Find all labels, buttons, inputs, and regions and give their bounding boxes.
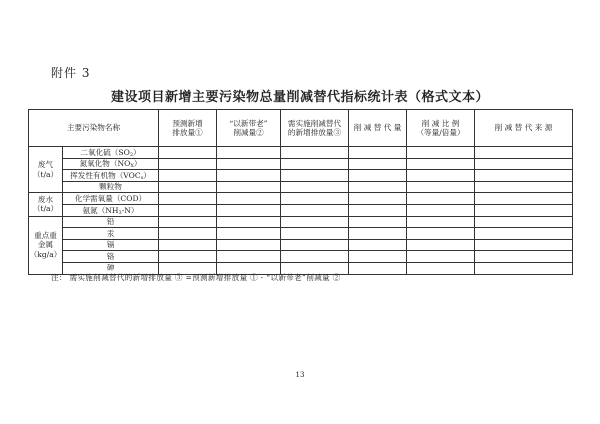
pollutant-table bbox=[28, 109, 573, 275]
source-cell bbox=[475, 262, 573, 274]
pollutant-name-suffix: ） bbox=[133, 147, 141, 157]
pollutant-name-suffix: ） bbox=[143, 170, 151, 180]
group-label-line: 废水 bbox=[37, 194, 54, 204]
pollutant-name: 铅 bbox=[106, 217, 115, 227]
source-cell bbox=[475, 216, 573, 228]
pollutant-name: 二氧化硫（SO bbox=[80, 147, 130, 157]
ratio-cell bbox=[407, 228, 475, 240]
group-label-cell bbox=[29, 193, 63, 216]
document-title: 建设项目新增主要污染物总量削减替代指标统计表（格式文本） bbox=[110, 90, 489, 105]
predicted-new-cell bbox=[159, 216, 217, 228]
header-actual-new-line2: 的新增排放量③ bbox=[287, 128, 342, 137]
header-old-reduction bbox=[217, 110, 281, 147]
header-ratio-line1: 削 减 比 例 bbox=[421, 118, 460, 128]
table-row bbox=[29, 147, 573, 159]
replace-amount-cell bbox=[349, 204, 407, 216]
pollutant-name: 颗粒物 bbox=[99, 182, 122, 192]
pollutant-name-suffix: ） bbox=[133, 159, 142, 169]
header-old-reduction-line1: “以新带老” bbox=[229, 118, 268, 128]
replace-amount-cell bbox=[349, 158, 407, 170]
ratio-cell bbox=[407, 193, 475, 205]
pollutant-name-cell bbox=[63, 147, 159, 159]
replace-amount-cell bbox=[349, 216, 407, 228]
pollutant-name: 挥发性有机物（VOC bbox=[70, 170, 141, 180]
pollutant-name: 化学需氧量（COD） bbox=[74, 193, 147, 203]
replace-amount-cell bbox=[349, 239, 407, 251]
header-source-text: 削 减 替 代 来 源 bbox=[494, 123, 553, 133]
predicted-new-cell bbox=[159, 193, 217, 205]
old-reduction-cell bbox=[217, 228, 281, 240]
ratio-cell bbox=[407, 251, 475, 263]
actual-new-cell bbox=[281, 147, 349, 159]
pollutant-name: 氮氧化物（NO bbox=[79, 159, 131, 169]
attachment-label: 附件 3 bbox=[51, 66, 91, 80]
replace-amount-cell bbox=[349, 193, 407, 205]
predicted-new-cell bbox=[159, 251, 217, 263]
table-header-row bbox=[29, 110, 573, 147]
table-row bbox=[29, 204, 573, 216]
old-reduction-cell bbox=[217, 204, 281, 216]
pollutant-name: 汞 bbox=[106, 228, 115, 238]
pollutant-name-cell bbox=[63, 204, 159, 216]
group-label-line: （t/a） bbox=[32, 204, 59, 214]
pollutant-name-suffix: -N） bbox=[121, 205, 139, 215]
header-source bbox=[475, 110, 573, 147]
old-reduction-cell bbox=[217, 170, 281, 182]
replace-amount-cell bbox=[349, 147, 407, 159]
source-cell bbox=[475, 251, 573, 263]
actual-new-cell bbox=[281, 193, 349, 205]
header-predicted-new-line2: 排放量① bbox=[172, 128, 203, 137]
header-actual-new bbox=[281, 110, 349, 147]
group-label-cell bbox=[29, 216, 63, 274]
header-old-reduction-line2: 削减量② bbox=[233, 128, 264, 137]
pollutant-name-cell bbox=[63, 158, 159, 170]
ratio-cell bbox=[407, 262, 475, 274]
actual-new-cell bbox=[281, 239, 349, 251]
source-cell bbox=[475, 147, 573, 159]
header-predicted-new bbox=[159, 110, 217, 147]
table-row bbox=[29, 239, 573, 251]
header-pollutant-name bbox=[29, 110, 159, 147]
pollutant-name-cell bbox=[63, 181, 159, 193]
header-ratio-line2: （等量/倍量） bbox=[416, 128, 465, 137]
replace-amount-cell bbox=[349, 170, 407, 182]
predicted-new-cell bbox=[159, 181, 217, 193]
header-actual-new-line1: 需实施削减替代 bbox=[287, 118, 342, 128]
predicted-new-cell bbox=[159, 204, 217, 216]
header-predicted-new-line1: 预测新增 bbox=[172, 118, 203, 128]
replace-amount-cell bbox=[349, 228, 407, 240]
table-row bbox=[29, 216, 573, 228]
table-row bbox=[29, 170, 573, 182]
pollutant-name: 铬 bbox=[106, 251, 115, 261]
source-cell bbox=[475, 204, 573, 216]
source-cell bbox=[475, 193, 573, 205]
source-cell bbox=[475, 181, 573, 193]
group-label-line: 金属 bbox=[37, 240, 54, 250]
ratio-cell bbox=[407, 170, 475, 182]
table-row bbox=[29, 193, 573, 205]
header-replace-amount bbox=[349, 110, 407, 147]
predicted-new-cell bbox=[159, 147, 217, 159]
pollutant-name-cell bbox=[63, 216, 159, 228]
footnote: 注： 需实施削减替代的新增排放量 ③ =预测新增排放量 ① - “以新带老”削减量 ② bbox=[51, 273, 341, 282]
old-reduction-cell bbox=[217, 158, 281, 170]
pollutant-name: 镉 bbox=[106, 240, 115, 250]
table-row bbox=[29, 251, 573, 263]
pollutant-name-cell bbox=[63, 251, 159, 263]
actual-new-cell bbox=[281, 204, 349, 216]
predicted-new-cell bbox=[159, 228, 217, 240]
old-reduction-cell bbox=[217, 216, 281, 228]
actual-new-cell bbox=[281, 181, 349, 193]
replace-amount-cell bbox=[349, 251, 407, 263]
table-row bbox=[29, 158, 573, 170]
header-replace-amount-text: 削 减 替 代 量 bbox=[353, 123, 402, 133]
actual-new-cell bbox=[281, 228, 349, 240]
predicted-new-cell bbox=[159, 239, 217, 251]
pollutant-name-cell bbox=[63, 228, 159, 240]
pollutant-subscript: 3 bbox=[118, 209, 122, 216]
table-body bbox=[29, 147, 573, 275]
old-reduction-cell bbox=[217, 239, 281, 251]
ratio-cell bbox=[407, 181, 475, 193]
old-reduction-cell bbox=[217, 147, 281, 159]
actual-new-cell bbox=[281, 216, 349, 228]
ratio-cell bbox=[407, 204, 475, 216]
old-reduction-cell bbox=[217, 181, 281, 193]
source-cell bbox=[475, 228, 573, 240]
pollutant-name: 砷 bbox=[106, 263, 115, 273]
pollutant-name: 氨氮（NH bbox=[82, 205, 119, 215]
predicted-new-cell bbox=[159, 158, 217, 170]
ratio-cell bbox=[407, 158, 475, 170]
header-ratio bbox=[407, 110, 475, 147]
actual-new-cell bbox=[281, 158, 349, 170]
pollutant-name-cell bbox=[63, 193, 159, 205]
ratio-cell bbox=[407, 147, 475, 159]
source-cell bbox=[475, 158, 573, 170]
replace-amount-cell bbox=[349, 181, 407, 193]
pollutant-name-cell bbox=[63, 239, 159, 251]
predicted-new-cell bbox=[159, 170, 217, 182]
pollutant-subscript: 2 bbox=[129, 151, 133, 158]
ratio-cell bbox=[407, 216, 475, 228]
page-number: 13 bbox=[295, 371, 305, 379]
table-row bbox=[29, 228, 573, 240]
table-row bbox=[29, 181, 573, 193]
actual-new-cell bbox=[281, 170, 349, 182]
pollutant-name-cell bbox=[63, 170, 159, 182]
source-cell bbox=[475, 239, 573, 251]
pollutant-subscript: X bbox=[130, 163, 134, 170]
group-label-line: 废气 bbox=[37, 160, 54, 170]
actual-new-cell bbox=[281, 251, 349, 263]
group-label-line: 重点重 bbox=[34, 230, 57, 240]
group-label-cell bbox=[29, 147, 63, 193]
old-reduction-cell bbox=[217, 193, 281, 205]
replace-amount-cell bbox=[349, 262, 407, 274]
group-label-line: （kg/a） bbox=[29, 249, 62, 259]
pollutant-subscript: s bbox=[140, 174, 144, 181]
source-cell bbox=[475, 170, 573, 182]
ratio-cell bbox=[407, 239, 475, 251]
old-reduction-cell bbox=[217, 251, 281, 263]
group-label-line: （t/a） bbox=[32, 169, 59, 179]
header-pollutant-name-text: 主要污染物名称 bbox=[66, 123, 121, 133]
